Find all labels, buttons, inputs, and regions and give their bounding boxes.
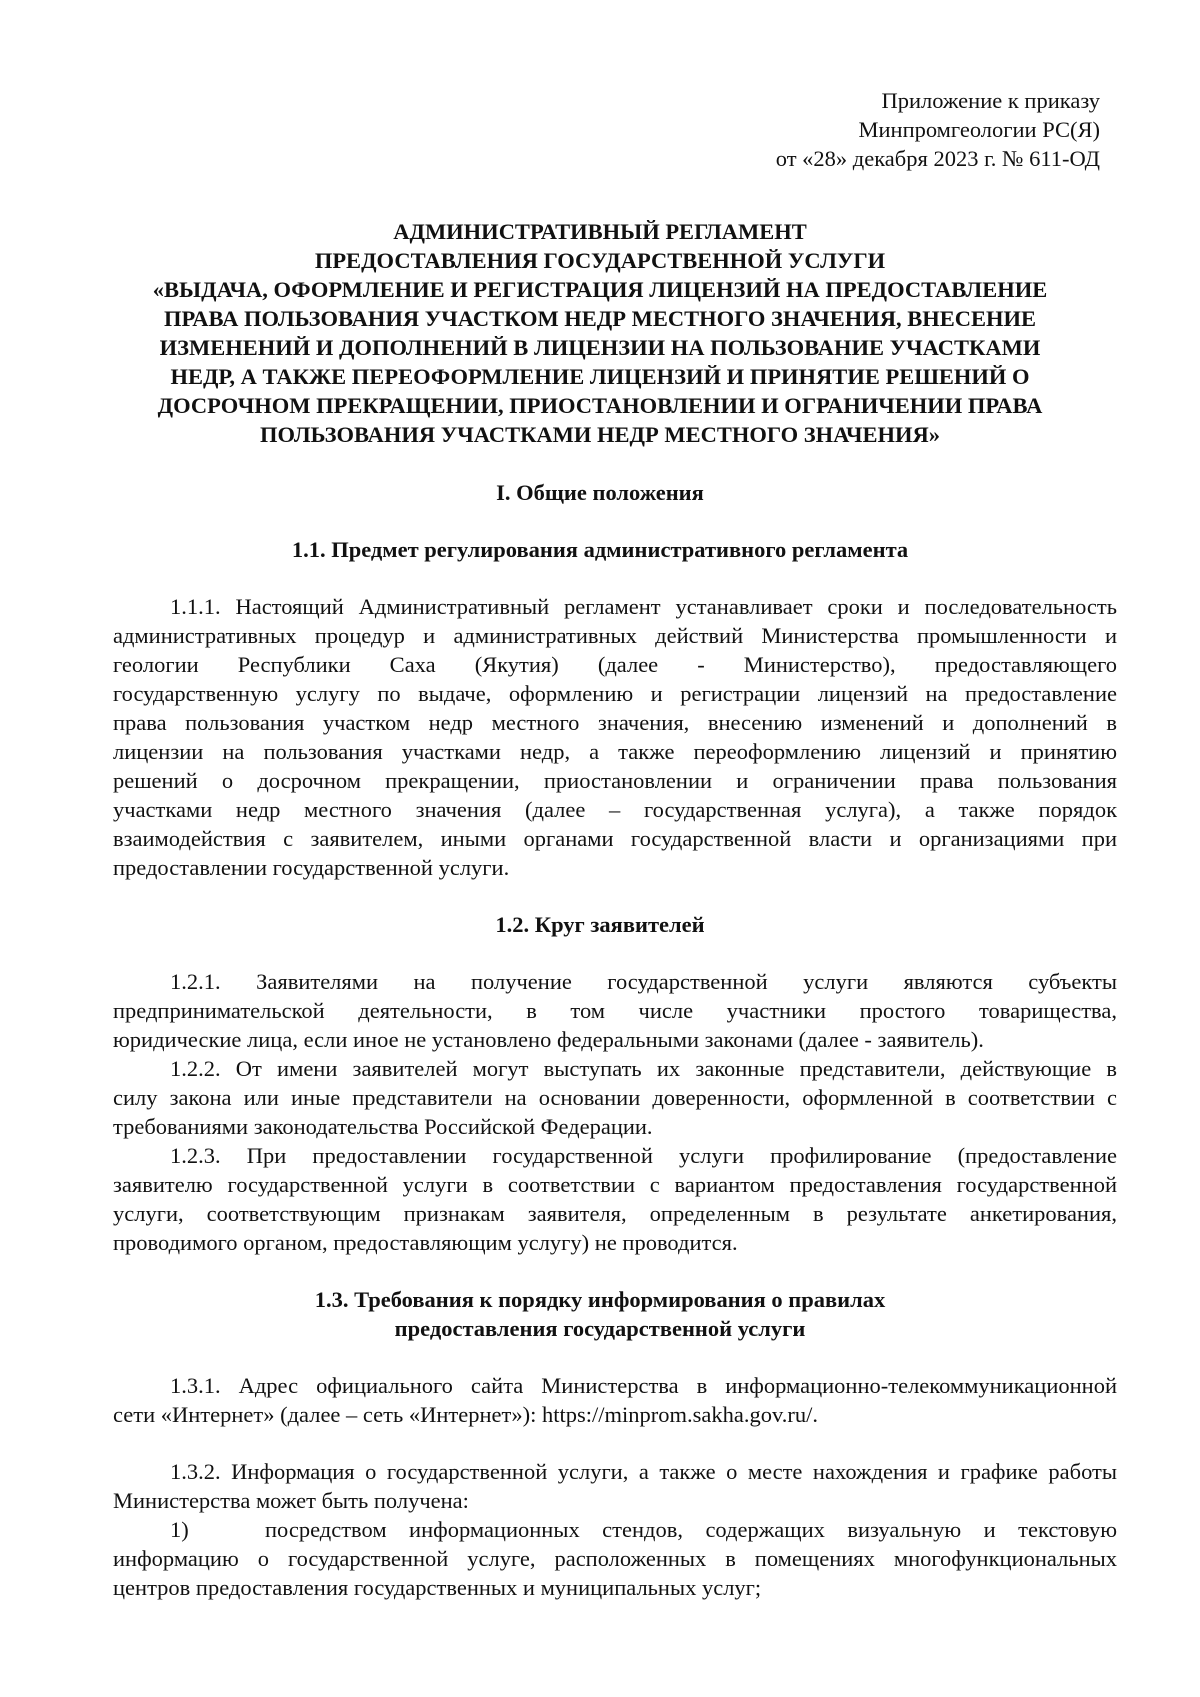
paragraph-line: геологии Республики Саха (Якутия) (далее - Министерство), предоставляющего	[113, 652, 1117, 677]
paragraph-line: 1.2.3. При предоставлении государственной услуги профилирование (предоставление	[170, 1143, 1117, 1168]
subsection-heading-1-2: 1.2. Круг заявителей	[495, 912, 705, 937]
paragraph-line: решений о досрочном прекращении, приостановлении и ограничении права пользования	[113, 768, 1117, 793]
paragraph-line: силу закона или иные представители на основании доверенности, оформленной в соответствии с	[113, 1085, 1117, 1110]
header-line-3: от «28» декабря 2023 г. № 611-ОД	[775, 146, 1100, 171]
paragraph-line: участками недр местного значения (далее – государственная услуга), а также порядок	[113, 797, 1117, 822]
paragraph-line: предпринимательской деятельности, в том числе участники простого товарищества,	[113, 998, 1117, 1023]
paragraph-line: 1.2.2. От имени заявителей могут выступать их законные представители, действующие в	[170, 1056, 1117, 1081]
paragraph-line: Министерства может быть получена:	[113, 1488, 469, 1513]
paragraph-line: государственную услугу по выдаче, оформлению и регистрации лицензий на предоставление	[113, 681, 1117, 706]
title-line-8: ПОЛЬЗОВАНИЯ УЧАСТКАМИ НЕДР МЕСТНОГО ЗНАЧЕНИЯ»	[259, 422, 941, 447]
paragraph-line: 1.2.1. Заявителями на получение государственной услуги являются субъекты	[170, 969, 1117, 994]
section-heading: I. Общие положения	[496, 480, 704, 505]
paragraph-line: проводимого органом, предоставляющим услугу) не проводится.	[113, 1230, 738, 1255]
paragraph-line: административных процедур и административных действий Министерства промышленности и	[113, 623, 1117, 648]
header-line-1: Приложение к приказу	[881, 88, 1100, 113]
title-line-3: «ВЫДАЧА, ОФОРМЛЕНИЕ И РЕГИСТРАЦИЯ ЛИЦЕНЗИЙ НА ПРЕДОСТАВЛЕНИЕ	[152, 277, 1048, 302]
paragraph-line: 1.3.2. Информация о государственной услуги, а также о месте нахождения и графике работы	[170, 1459, 1117, 1484]
paragraph-line: требованиями законодательства Российской Федерации.	[113, 1114, 653, 1139]
subsection-heading-1-1: 1.1. Предмет регулирования административного регламента	[291, 537, 909, 562]
list-item-text: посредством информационных стендов, содержащих визуальную и текстовую	[265, 1517, 1117, 1542]
title-line-6: НЕДР, А ТАКЖЕ ПЕРЕОФОРМЛЕНИЕ ЛИЦЕНЗИЙ И ПРИНЯТИЕ РЕШЕНИЙ О	[170, 364, 1030, 389]
title-line-2: ПРЕДОСТАВЛЕНИЯ ГОСУДАРСТВЕННОЙ УСЛУГИ	[314, 248, 886, 273]
paragraph-line: 1.1.1. Настоящий Административный регламент устанавливает сроки и последовательность	[170, 594, 1117, 619]
title-line-7: ДОСРОЧНОМ ПРЕКРАЩЕНИИ, ПРИОСТАНОВЛЕНИИ И ОГРАНИЧЕНИИ ПРАВА	[157, 393, 1043, 418]
paragraph-line: 1.3.1. Адрес официального сайта Министерства в информационно-телекоммуникационной	[170, 1373, 1117, 1398]
paragraph-line: права пользования участком недр местного значения, внесению изменений и дополнений в	[113, 710, 1117, 735]
paragraph-line: услуги, соответствующим признакам заявителя, определенным в результате анкетирования,	[113, 1201, 1117, 1226]
title-line-1: АДМИНИСТРАТИВНЫЙ РЕГЛАМЕНТ	[393, 219, 807, 244]
paragraph-line: заявителю государственной услуги в соответствии с вариантом предоставления государственной	[113, 1172, 1117, 1197]
paragraph-line: юридические лица, если иное не установлено федеральными законами (далее - заявитель).	[113, 1027, 984, 1052]
subsection-heading-1-3-line-2: предоставления государственной услуги	[394, 1316, 806, 1341]
paragraph-line: сети «Интернет» (далее – сеть «Интернет»): https://minprom.sakha.gov.ru/.	[113, 1402, 818, 1427]
subsection-heading-1-3-line-1: 1.3. Требования к порядку информирования о правилах	[314, 1287, 886, 1312]
list-item-number: 1)	[170, 1517, 189, 1542]
paragraph-line: центров предоставления государственных и муниципальных услуг;	[113, 1575, 762, 1600]
header-line-2: Минпромгеологии РС(Я)	[858, 117, 1100, 142]
paragraph-line: лицензии на пользования участками недр, а также переоформлению лицензий и принятию	[113, 739, 1117, 764]
title-line-5: ИЗМЕНЕНИЙ И ДОПОЛНЕНИЙ В ЛИЦЕНЗИИ НА ПОЛЬЗОВАНИЕ УЧАСТКАМИ	[159, 335, 1041, 360]
paragraph-line: предоставлении государственной услуги.	[113, 855, 510, 880]
paragraph-line: взаимодействия с заявителем, иными органами государственной власти и организациями при	[113, 826, 1117, 851]
paragraph-line: информацию о государственной услуге, расположенных в помещениях многофункциональных	[113, 1546, 1117, 1571]
title-line-4: ПРАВА ПОЛЬЗОВАНИЯ УЧАСТКОМ НЕДР МЕСТНОГО ЗНАЧЕНИЯ, ВНЕСЕНИЕ	[163, 306, 1037, 331]
